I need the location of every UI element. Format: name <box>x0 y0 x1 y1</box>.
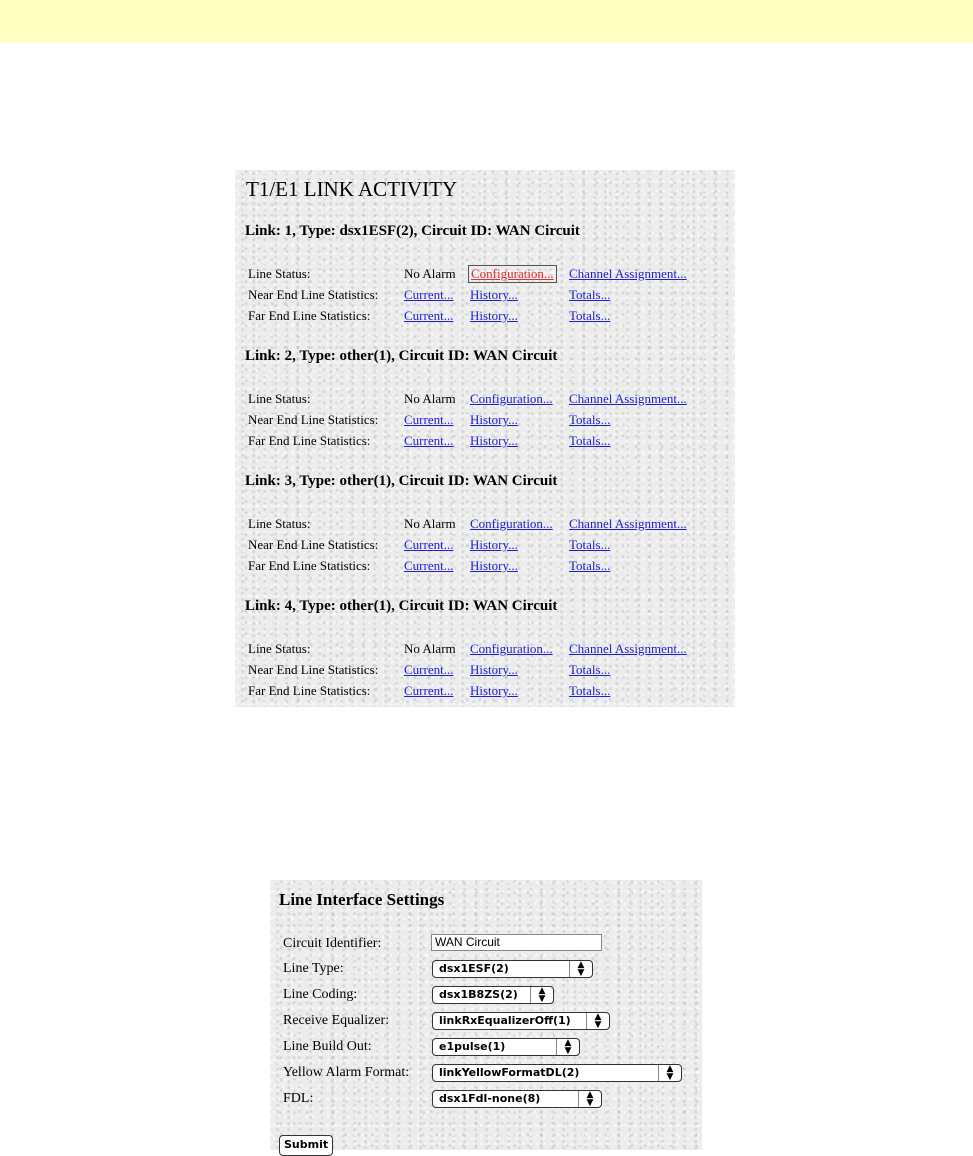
near-end-history-link[interactable]: History... <box>470 537 518 552</box>
link-title: Link: 2, Type: other(1), Circuit ID: WAN Circuit <box>245 348 558 364</box>
far-end-current-link[interactable]: Current... <box>404 558 454 573</box>
line-status-value: No Alarm <box>404 391 456 406</box>
near-end-history-link[interactable]: History... <box>470 412 518 427</box>
channel-assignment-link[interactable]: Channel Assignment... <box>569 516 687 531</box>
near-end-current-link[interactable]: Current... <box>404 287 454 302</box>
page-title: T1/E1 LINK ACTIVITY <box>246 177 458 201</box>
far-end-totals-link[interactable]: Totals... <box>569 683 611 698</box>
near-end-history-link[interactable]: History... <box>470 662 518 677</box>
yellow-alarm-format-label: Yellow Alarm Format: <box>283 1065 410 1080</box>
link-title: Link: 3, Type: other(1), Circuit ID: WAN Circuit <box>245 473 558 489</box>
line-coding-select[interactable] <box>432 986 554 1004</box>
settings-title: Line Interface Settings <box>279 890 445 909</box>
near-end-stats-label: Near End Line Statistics: <box>248 537 379 552</box>
line-status-label: Line Status: <box>248 641 311 656</box>
near-end-current-link[interactable]: Current... <box>404 537 454 552</box>
select-arrows-icon: ▲ ▼ <box>658 1065 681 1081</box>
select-arrows-icon: ▲ ▼ <box>556 1039 579 1055</box>
link-title: Link: 4, Type: other(1), Circuit ID: WAN Circuit <box>245 598 558 614</box>
near-end-stats-label: Near End Line Statistics: <box>248 662 379 677</box>
line-coding-value: dsx1B8ZS(2) <box>439 988 518 1001</box>
far-end-current-link[interactable]: Current... <box>404 433 454 448</box>
yellow-alarm-format-select[interactable] <box>432 1064 682 1082</box>
near-end-stats-label: Near End Line Statistics: <box>248 412 379 427</box>
line-status-label: Line Status: <box>248 516 311 531</box>
far-end-stats-label: Far End Line Statistics: <box>248 308 371 323</box>
far-end-current-link[interactable]: Current... <box>404 683 454 698</box>
near-end-history-link[interactable]: History... <box>470 287 518 302</box>
near-end-totals-link[interactable]: Totals... <box>569 287 611 302</box>
far-end-history-link[interactable]: History... <box>470 558 518 573</box>
link-activity-panel <box>235 170 735 707</box>
far-end-totals-link[interactable]: Totals... <box>569 433 611 448</box>
channel-assignment-link[interactable]: Channel Assignment... <box>569 391 687 406</box>
fdl-select[interactable] <box>432 1090 602 1108</box>
line-status-value: No Alarm <box>404 266 456 281</box>
select-arrows-icon: ▲ ▼ <box>578 1091 601 1107</box>
receive-equalizer-select[interactable] <box>432 1012 610 1030</box>
configuration-link[interactable]: Configuration... <box>470 641 553 656</box>
near-end-totals-link[interactable]: Totals... <box>569 412 611 427</box>
line-interface-settings-panel <box>270 880 702 1150</box>
near-end-totals-link[interactable]: Totals... <box>569 537 611 552</box>
yellow-alarm-format-value: linkYellowFormatDL(2) <box>439 1066 580 1079</box>
circuit-identifier-label: Circuit Identifier: <box>283 936 382 951</box>
far-end-history-link[interactable]: History... <box>470 433 518 448</box>
circuit-identifier-input[interactable]: WAN Circuit <box>431 934 602 951</box>
line-build-out-value: e1pulse(1) <box>439 1040 506 1053</box>
select-arrows-icon: ▲ ▼ <box>530 987 553 1003</box>
far-end-current-link[interactable]: Current... <box>404 308 454 323</box>
line-status-value: No Alarm <box>404 641 456 656</box>
line-status-label: Line Status: <box>248 391 311 406</box>
line-build-out-select[interactable] <box>432 1038 580 1056</box>
near-end-stats-label: Near End Line Statistics: <box>248 287 379 302</box>
far-end-stats-label: Far End Line Statistics: <box>248 683 371 698</box>
top-banner <box>0 0 973 42</box>
channel-assignment-link[interactable]: Channel Assignment... <box>569 641 687 656</box>
line-type-value: dsx1ESF(2) <box>439 962 509 975</box>
fdl-value: dsx1Fdl-none(8) <box>439 1092 541 1105</box>
line-build-out-label: Line Build Out: <box>283 1039 372 1054</box>
configuration-link[interactable]: Configuration... <box>471 266 554 281</box>
configuration-link[interactable]: Configuration... <box>470 516 553 531</box>
near-end-current-link[interactable]: Current... <box>404 412 454 427</box>
far-end-totals-link[interactable]: Totals... <box>569 558 611 573</box>
select-arrows-icon: ▲ ▼ <box>569 961 592 977</box>
line-type-label: Line Type: <box>283 961 344 976</box>
line-type-select[interactable] <box>432 960 593 978</box>
near-end-totals-link[interactable]: Totals... <box>569 662 611 677</box>
fdl-label: FDL: <box>283 1091 314 1106</box>
line-status-value: No Alarm <box>404 516 456 531</box>
select-arrows-icon: ▲ ▼ <box>586 1013 609 1029</box>
receive-equalizer-label: Receive Equalizer: <box>283 1013 390 1028</box>
far-end-history-link[interactable]: History... <box>470 683 518 698</box>
submit-button[interactable]: Submit <box>279 1135 333 1156</box>
link-title: Link: 1, Type: dsx1ESF(2), Circuit ID: WAN Circuit <box>245 223 580 239</box>
near-end-current-link[interactable]: Current... <box>404 662 454 677</box>
line-status-label: Line Status: <box>248 266 311 281</box>
far-end-stats-label: Far End Line Statistics: <box>248 433 371 448</box>
far-end-stats-label: Far End Line Statistics: <box>248 558 371 573</box>
far-end-totals-link[interactable]: Totals... <box>569 308 611 323</box>
channel-assignment-link[interactable]: Channel Assignment... <box>569 266 687 281</box>
far-end-history-link[interactable]: History... <box>470 308 518 323</box>
configuration-link[interactable]: Configuration... <box>470 391 553 406</box>
line-coding-label: Line Coding: <box>283 987 358 1002</box>
receive-equalizer-value: linkRxEqualizerOff(1) <box>439 1014 571 1027</box>
